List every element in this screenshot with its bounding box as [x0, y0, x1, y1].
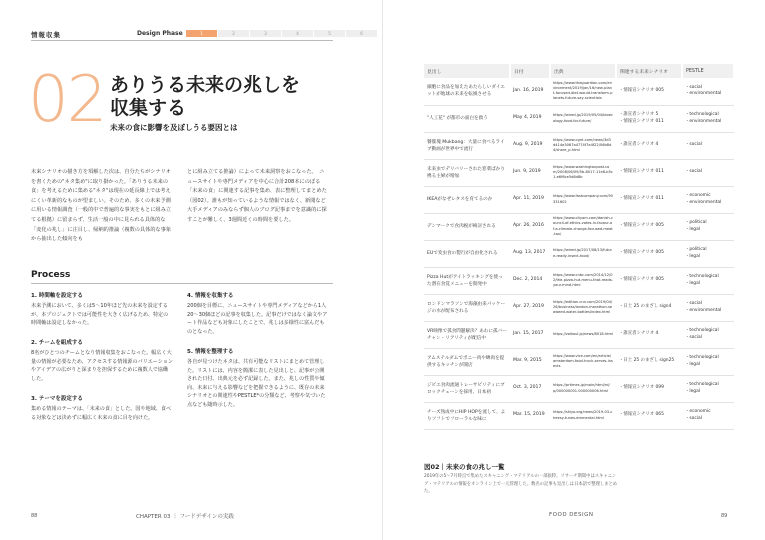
table-row: [424, 159, 734, 186]
chapter-footer: CHAPTER 03 ｜ フードデザインの実践: [136, 514, 234, 520]
cell-source: https://wired.jp/2019/05/04/bioecology-food-for-future/: [550, 105, 616, 132]
process-step-3: [31, 394, 173, 422]
cell-pestle: [682, 213, 734, 240]
phase-segment-2: 2: [218, 30, 249, 37]
title-line-1: ありうる未来の兆しを: [110, 74, 301, 96]
cell-title: デンマークで食肉税が検討される: [424, 213, 510, 240]
process-step-4: [187, 291, 329, 336]
cell-source: https://www.fastcompany.com/90331602: [550, 186, 616, 213]
pestle-item: ・economic: [685, 192, 711, 198]
page-title: [110, 74, 340, 120]
scenario-item: ・誰宣者シナリオ 4: [619, 142, 659, 148]
cell-title: "人工花" が都市の面白を救う: [424, 105, 510, 132]
cell-scenario: [616, 294, 682, 321]
table-row: [424, 78, 734, 105]
cell-pestle: [682, 159, 734, 186]
pestle-item: ・legal: [685, 253, 701, 259]
cell-pestle: [682, 186, 734, 213]
signals-table: [424, 64, 735, 430]
cell-date: Jan. 16, 2019: [510, 78, 550, 105]
cell-source: https://wired.jp/2017/08/13/future-ready-insect-food/: [550, 240, 616, 267]
step-title: 4. 情報を収集する: [187, 293, 234, 299]
cell-source: https://www.washingtonpost.com/2008/06/09/5b-8017-11e8-b5c1-e6f6ce5d8d8b: [550, 159, 616, 186]
pestle-item: ・environmental: [685, 199, 722, 205]
cell-date: Jun. 9, 2019: [510, 159, 550, 186]
cell-date: Apr. 27, 2019: [510, 294, 550, 321]
page-number-right: 89: [721, 513, 728, 519]
step-title: 5. 情報を整理する: [187, 349, 234, 355]
cell-source: https://www.cnbc.com/2014/12/02/the-pizza-hut-menu-that-reads-your-mind.html: [550, 267, 616, 294]
design-phase-indicator: [186, 30, 378, 37]
phase-segment-4: 4: [282, 30, 313, 37]
cell-scenario: [616, 321, 682, 348]
cell-date: Mar. 15, 2019: [510, 402, 550, 429]
table-row: [424, 375, 734, 402]
cell-source: https://prtimes.jp/main/html/rd/p/000000001.000000006.html: [550, 375, 616, 402]
cell-title: 饕餮塊 Mukbang：大量に食べるライブ動画が世界中で流行: [424, 132, 510, 159]
header-date: 日付: [510, 64, 550, 78]
process-step-1: [31, 291, 173, 328]
scenario-item: ・情報宣シナリオ 099: [619, 385, 664, 391]
pestle-item: ・economic: [685, 408, 711, 414]
cell-title: VR映像で孤食問題解決？あわに孤バーチャン・リアリティが配信中: [424, 321, 510, 348]
step-body: 200個を目標に、ニュースサイトや専門メディアなどから1人20～30個ほどの記事を収集した。記事だけではなく論文やアート作品なども対象にしたことで、兆しは多様性に富んだものとなった。: [187, 303, 328, 335]
step-title: 1. 時間軸を設定する: [31, 293, 83, 299]
cell-scenario: [616, 78, 682, 105]
pestle-item: ・social: [685, 169, 702, 175]
header-pestle: PESTLE: [682, 64, 734, 78]
process-step-5: [187, 347, 329, 410]
table-header-row: [424, 64, 734, 78]
scenario-item: ・情報宣シナリオ 005: [619, 250, 664, 256]
scenario-item: ・情報宣シナリオ 005: [619, 223, 664, 229]
pestle-item: ・social: [685, 142, 702, 148]
section-number: 02: [28, 63, 106, 137]
table-row: [424, 186, 734, 213]
cell-title: Pizza Hutがアイトラッキングを使った潜在食覚メニューを開発中: [424, 267, 510, 294]
pestle-item: ・environmental: [685, 307, 722, 313]
table-row: [424, 240, 734, 267]
cell-date: Oct. 3, 2017: [510, 375, 550, 402]
design-phase-label: Design Phase: [137, 30, 183, 37]
step-body: 集める情報のテーマは、「未来の食」とした。国や地域、食べる対象などは決めずに幅広く未来の食に目を向けた。: [31, 406, 172, 421]
pestle-item: ・legal: [685, 361, 701, 367]
cell-date: Aug. 9, 2019: [510, 132, 550, 159]
cell-title: アムステルダムでポニー肉や蝉肉を提供するキッチンが開店: [424, 348, 510, 375]
cell-title: IKEAがなぜレタスを育てるのか: [424, 186, 510, 213]
pestle-item: ・legal: [685, 280, 701, 286]
header-scenario: 関連する未来シナリオ: [616, 64, 682, 78]
cell-title: チーズ熟成中にHIP HOPを流して、よりソフトでフローラルな味に: [424, 402, 510, 429]
phase-segment-5: 5: [314, 30, 345, 37]
signals-table-wrap: [424, 64, 734, 430]
pestle-item: ・legal: [685, 388, 701, 394]
phase-segment-6: 6: [346, 30, 377, 37]
cell-source: https://www.cgnt.com/news/3d3d414e3067a4774f7a4f22/06b8d4/share_p.html: [550, 132, 616, 159]
table-row: [424, 213, 734, 240]
cell-title: ロンドンマラソンで海藻由来パッケージの水が配布される: [424, 294, 510, 321]
pestle-item: ・technological: [685, 111, 719, 117]
pestle-item: ・environmental: [685, 118, 722, 124]
pestle-item: ・technological: [685, 273, 719, 279]
cell-title: ジビエ食肉流通トレーサビリティにブロックチェーンを採用、日本初: [424, 375, 510, 402]
pestle-item: ・political: [685, 219, 707, 225]
page-fold: [382, 0, 383, 540]
cell-date: Dec. 2, 2014: [510, 267, 550, 294]
cell-pestle: [682, 105, 734, 132]
process-rule: [31, 283, 333, 284]
header-title: 見出し: [424, 64, 510, 78]
scenario-item: ・情報宣シナリオ 011: [619, 118, 664, 124]
step-body: 各自が見つけたネタは、共有可能なリストにまとめて管理した。リストには、内容を簡潔に表した見出しと、記事が公開された日付、出典元を必ず記録した。また、兆しの性質や傾向、未来に与える影響などを把握できるように、既存の未来シナリオとの関連性やPESTLE*の分類など、考察や気づいた点なども随時示した。: [187, 359, 326, 408]
cell-title: 未来虫でデリバリーされた窓菜ばかり携る主婦が増加: [424, 159, 510, 186]
table-row: [424, 348, 734, 375]
header-source: 出典: [550, 64, 616, 78]
scenario-item: ・情報宣シナリオ 011: [619, 169, 664, 175]
phase-segment-3: 3: [250, 30, 281, 37]
intro-paragraph-1: 未来シナリオの描き方を項解した次は、自分たちがシナリオを書くための"ネタ集め"に取り掛かった。「ありうる未来の食」を考えるために集める"ネタ"は現在の延長線上では考えにくい革新的なものが望ましい。そのため、多くの未来予測に用いる情報調査（一般的中で普遍的な事実をもとに組み立てる根拠）に留まらず、生活一般の中に見られる具体的な「変化の兆し」に注目し、帰納的推論（複数の具体的な事象から抽出した傾向をも: [31, 169, 172, 243]
pestle-item: ・social: [685, 334, 702, 340]
pestle-item: ・legal: [685, 226, 701, 232]
title-line-2: 収集する: [110, 97, 187, 119]
step-title: 2. チームを組成する: [31, 340, 83, 346]
table-row: [424, 402, 734, 429]
cell-date: May 4, 2019: [510, 105, 550, 132]
cell-pestle: [682, 267, 734, 294]
pestle-item: ・social: [685, 84, 702, 90]
scenario-item: ・情報宣シナリオ 065: [619, 412, 664, 418]
cell-scenario: [616, 105, 682, 132]
scenario-item: ・情報宣シナリオ 005: [619, 87, 664, 93]
page-subtitle: 未来の食に影響を及ぼしうる要因とは: [110, 123, 238, 132]
figure-caption-title: 図02｜未来の食の兆し一覧: [424, 463, 505, 471]
phase-segment-1: 1: [186, 30, 217, 37]
table-row: [424, 132, 734, 159]
pestle-item: ・environmental: [685, 91, 722, 97]
cell-source: https://www.theguardian.com/environment/2019/jan/16/new-plant-focused-diet-would-transform-planets-future-say-scientists: [550, 78, 616, 105]
scenario-item: ・誰宣者シナリオ 4: [619, 331, 659, 337]
pestle-item: ・technological: [685, 381, 719, 387]
cell-scenario: [616, 159, 682, 186]
cell-source: https://edition.cnn.com/2019/04/26/business/london-marathon-seaweed-water-bottles/index.html: [550, 294, 616, 321]
cell-date: Aug. 13, 2017: [510, 240, 550, 267]
cell-scenario: [616, 402, 682, 429]
cell-scenario: [616, 375, 682, 402]
cell-source: https://shiyo.org/news/2019-03-cheesy-tunes-emmental.html: [550, 402, 616, 429]
pestle-item: ・social: [685, 415, 702, 421]
table-body: [424, 78, 734, 429]
table-row: [424, 321, 734, 348]
cell-scenario: [616, 240, 682, 267]
process-step-2: [31, 338, 173, 383]
scenario-item: ・情報宣シナリオ 005: [619, 277, 664, 283]
scenario-item: ・日土 25 のまざし sign4: [619, 304, 672, 310]
cell-pestle: [682, 240, 734, 267]
cell-title: EUで変虫食の製行が自由化される: [424, 240, 510, 267]
cell-pestle: [682, 321, 734, 348]
header-rule: [31, 40, 333, 41]
pestle-item: ・technological: [685, 327, 719, 333]
cell-date: Apr. 11, 2019: [510, 186, 550, 213]
table-row: [424, 267, 734, 294]
cell-pestle: [682, 348, 734, 375]
cell-date: Apr. 26, 2016: [510, 213, 550, 240]
section-label: 情報収集: [31, 31, 61, 39]
cell-pestle: [682, 78, 734, 105]
page-number-left: 88: [31, 513, 38, 519]
cell-pestle: [682, 132, 734, 159]
step-body: 8名がひとつのチームとなり情報収集をおこなった。幅広く大量の情報が必要なため、アクセスする情報源のバリエーションやアイデアの広がりと深まりを担保するために複数人で協働した。: [31, 350, 173, 382]
cell-source: https://www.vice.com/en/article/amsterdam-food-truck-serves-insects: [550, 348, 616, 375]
pestle-item: ・political: [685, 246, 707, 252]
book-title-footer: FOOD DESIGN: [549, 512, 594, 518]
scenario-item: ・情報宣シナリオ 011: [619, 196, 664, 202]
cell-source: https://www.cityam.com/danish-council-of-ethics-votes-in-favour-of-a-climate-change-focused-meat-tax/: [550, 213, 616, 240]
step-body: 未来予測において、多くは5～10年ほど先の未来を設定するが、本プロジェクトでは可能性を大きく広げるため、特定の時間軸は設定しなかった。: [31, 303, 169, 327]
cell-date: Jan. 15, 2017: [510, 321, 550, 348]
cell-source: https://zaikoul.jp/news/8018.html: [550, 321, 616, 348]
table-row: [424, 294, 734, 321]
scenario-item: ・誰宣者シナリオ 5: [619, 111, 659, 117]
cell-pestle: [682, 294, 734, 321]
intro-paragraph-2: とに組み立てる推論）によって未来洞察をおこなった。 ニュースサイトや専門メディアを中心に合計208本にのぼる「未来の食」に関連する記事を集め、表に整理してまとめた（図02）。誰もが知っているような情報ではなく、新聞など大手メディアのみならず個人のブログ記事までを意識的に探すことが難しく、3週間近くの時間を要した。: [187, 169, 327, 223]
step-title: 3. テーマを設定する: [31, 396, 83, 402]
pestle-item: ・social: [685, 300, 702, 306]
cell-title: 細胞に食品を加えたあたらしいダイエットが地球の未来を転換させる: [424, 78, 510, 105]
cell-scenario: [616, 132, 682, 159]
scenario-item: ・日土 25 のまざし sign25: [619, 358, 675, 364]
table-row: [424, 105, 734, 132]
cell-scenario: [616, 186, 682, 213]
cell-pestle: [682, 402, 734, 429]
cell-scenario: [616, 267, 682, 294]
pestle-item: ・technological: [685, 354, 719, 360]
cell-pestle: [682, 375, 734, 402]
figure-caption-body: 2019年の5～7月時点で集めたスキャニング・マテリアルの一部抜粋。リサーチ期間中はスキャニング・マテリアルの情報をオンライン上で一元管理した。数名の記事も見出しは日本語で整理しまとめた。: [424, 474, 618, 494]
cell-date: Mar. 9, 2015: [510, 348, 550, 375]
cell-scenario: [616, 213, 682, 240]
cell-scenario: [616, 348, 682, 375]
process-heading: Process: [31, 270, 71, 280]
